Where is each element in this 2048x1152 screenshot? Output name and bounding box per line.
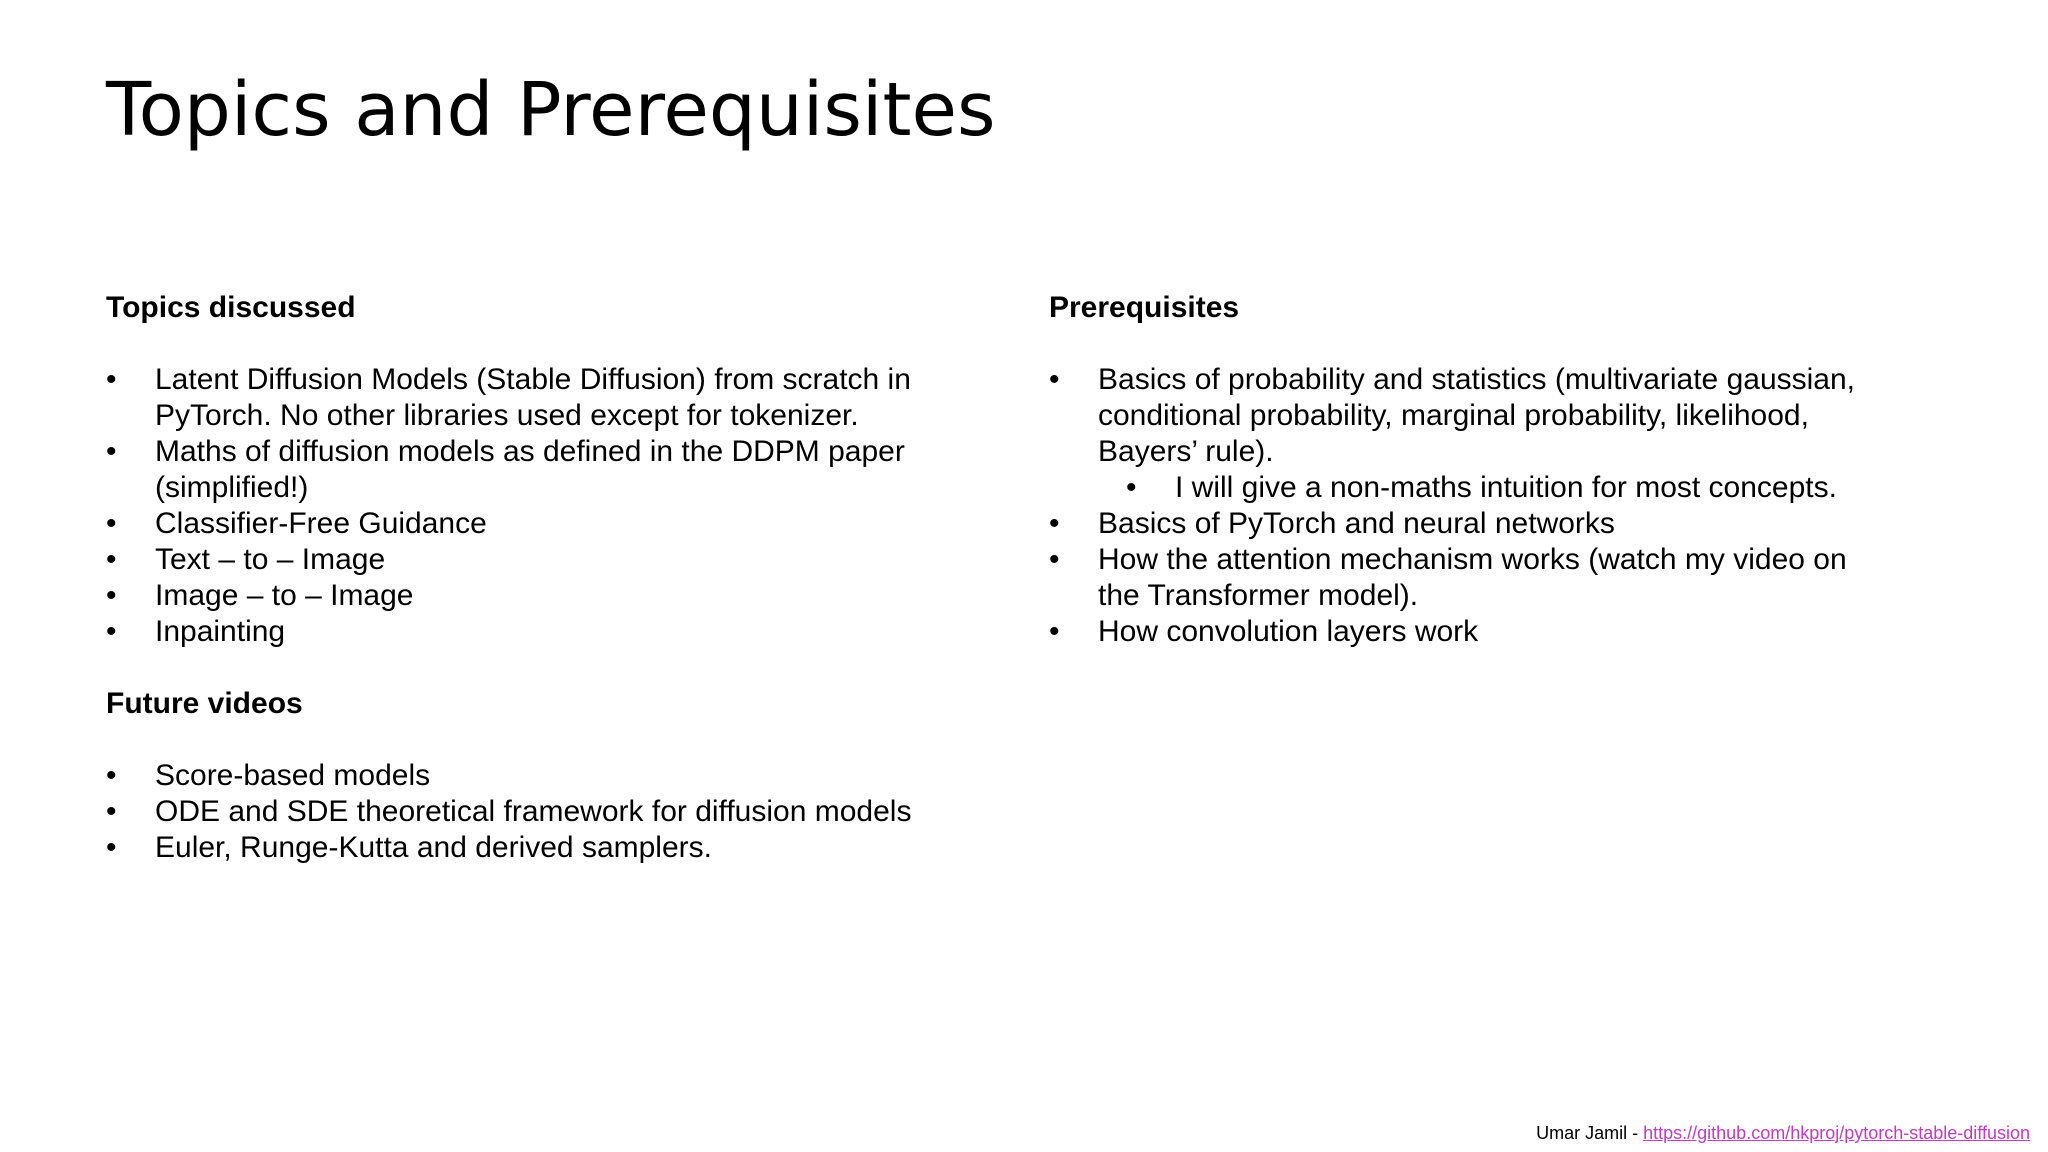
right-column	[1049, 290, 1879, 650]
repo-link[interactable]: https://github.com/hkproj/pytorch-stable-diffusion	[1643, 1123, 2030, 1143]
topic-item: • Latent Diffusion Models (Stable Diffusion) from scratch in PyTorch. No other libraries used except for tokenizer.	[106, 362, 926, 434]
topic-item: • Maths of diffusion models as defined in the DDPM paper (simplified!)	[106, 434, 926, 506]
prereq-item: • How convolution layers work	[1049, 614, 1879, 650]
topic-item: • Classifier-Free Guidance	[106, 506, 926, 542]
future-item: • Euler, Runge-Kutta and derived samplers.	[106, 830, 926, 866]
prereq-sub-list	[1098, 470, 1879, 506]
prereq-sub-item: • I will give a non-maths intuition for most concepts.	[1098, 470, 1879, 506]
left-column	[106, 290, 926, 866]
future-heading: Future videos	[106, 687, 303, 720]
prereq-item: • Basics of PyTorch and neural networks	[1049, 506, 1879, 542]
footer-author: Umar Jamil -	[1536, 1123, 1644, 1143]
slide-title: Topics and Prerequisites	[106, 67, 996, 153]
future-item: • Score-based models	[106, 758, 926, 794]
footer-credit	[1536, 1122, 2030, 1144]
future-item: • ODE and SDE theoretical framework for diffusion models	[106, 794, 926, 830]
topic-item: • Image – to – Image	[106, 578, 926, 614]
topics-heading: Topics discussed	[106, 291, 356, 324]
topics-list	[106, 362, 926, 650]
topic-item: • Inpainting	[106, 614, 926, 650]
prereq-item: • How the attention mechanism works (watch my video on the Transformer model).	[1049, 542, 1879, 614]
topic-item: • Text – to – Image	[106, 542, 926, 578]
prereq-heading: Prerequisites	[1049, 291, 1240, 324]
prereq-item-text: Basics of probability and statistics (multivariate gaussian, conditional probability, marginal probability, likelihood, Bayers’ rule).	[1098, 363, 1856, 468]
prereq-item	[1049, 362, 1879, 506]
prereq-list	[1049, 362, 1879, 650]
future-list	[106, 758, 926, 866]
